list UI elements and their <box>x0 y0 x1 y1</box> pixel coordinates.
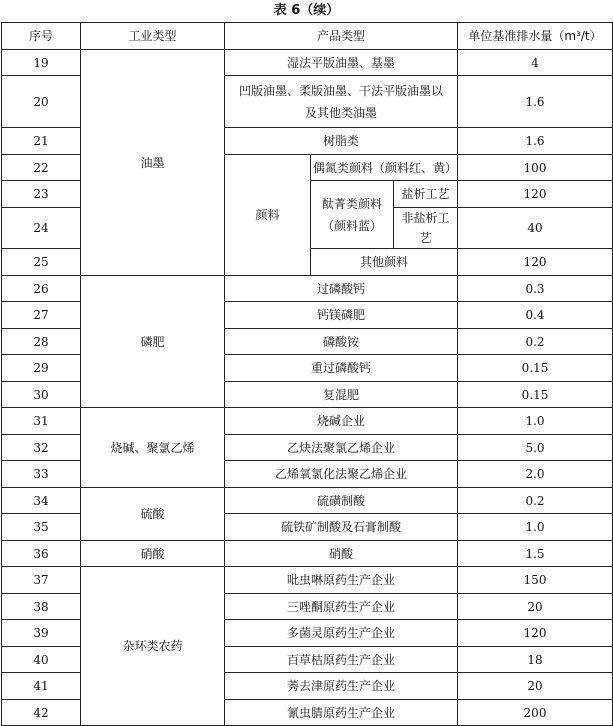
row-no: 22 <box>2 155 81 181</box>
row-no: 33 <box>2 461 81 488</box>
product-cell: 乙烯氧氯化法聚乙烯企业 <box>225 461 458 488</box>
row-no: 31 <box>2 408 81 435</box>
row-no: 20 <box>2 76 81 128</box>
row-no: 32 <box>2 435 81 461</box>
product-cell: 氰虫腈原药生产企业 <box>225 700 458 726</box>
value-cell: 0.2 <box>458 488 613 514</box>
row-no: 28 <box>2 329 81 355</box>
row-no: 21 <box>2 128 81 155</box>
product-cell: 钙镁磷肥 <box>225 302 458 329</box>
value-cell: 120 <box>458 620 613 647</box>
discharge-table <box>1 22 613 726</box>
value-cell: 120 <box>458 181 613 208</box>
value-cell: 20 <box>458 673 613 700</box>
table-row <box>2 541 613 567</box>
product-cell: 过磷酸钙 <box>225 276 458 302</box>
row-no: 24 <box>2 208 81 249</box>
table-row <box>2 488 613 514</box>
row-no: 42 <box>2 700 81 726</box>
industry-cell: 烧碱、聚氯乙烯 <box>81 408 225 488</box>
value-cell: 0.4 <box>458 302 613 329</box>
value-cell: 40 <box>458 208 613 249</box>
value-cell: 1.6 <box>458 76 613 128</box>
product-cell: 三唑酮原药生产企业 <box>225 594 458 620</box>
phthalo-pigment-cell <box>311 181 394 249</box>
row-no: 26 <box>2 276 81 302</box>
value-cell: 5.0 <box>458 435 613 461</box>
value-cell: 20 <box>458 594 613 620</box>
table-row <box>2 50 613 76</box>
header-product: 产品类型 <box>225 23 458 50</box>
row-no: 37 <box>2 567 81 594</box>
product-cell: 乙炔法聚氯乙烯企业 <box>225 435 458 461</box>
product-cell: 磷酸铵 <box>225 329 458 355</box>
row-no: 34 <box>2 488 81 514</box>
product-cell: 树脂类 <box>225 128 458 155</box>
product-cell: 偶氮类颜料（颜料红、黄） <box>311 155 458 181</box>
value-cell: 1.0 <box>458 514 613 541</box>
table-row <box>2 567 613 594</box>
phthalo-line-1: 酞菁类颜料 <box>321 196 382 211</box>
product-cell: 其他颜料 <box>311 249 458 276</box>
value-cell: 1.6 <box>458 128 613 155</box>
value-cell: 0.2 <box>458 329 613 355</box>
value-cell: 1.0 <box>458 408 613 435</box>
header-no: 序号 <box>2 23 81 50</box>
header-row <box>2 23 613 50</box>
row-no: 27 <box>2 302 81 329</box>
row-no: 39 <box>2 620 81 647</box>
value-cell: 100 <box>458 155 613 181</box>
product-cell: 复混肥 <box>225 382 458 408</box>
value-cell: 150 <box>458 567 613 594</box>
industry-cell: 硫酸 <box>81 488 225 541</box>
process-cell: 非盐析工艺 <box>394 208 458 249</box>
table-row <box>2 276 613 302</box>
header-discharge: 单位基准排水量（m³/t） <box>458 23 613 50</box>
product-cell: 烧碱企业 <box>225 408 458 435</box>
row-no: 30 <box>2 382 81 408</box>
industry-cell: 硝酸 <box>81 541 225 567</box>
row-no: 41 <box>2 673 81 700</box>
product-cell: 莠去津原药生产企业 <box>225 673 458 700</box>
product-cell: 硫磺制酸 <box>225 488 458 514</box>
header-industry: 工业类型 <box>81 23 225 50</box>
row-no: 25 <box>2 249 81 276</box>
row-no: 36 <box>2 541 81 567</box>
value-cell: 0.15 <box>458 382 613 408</box>
value-cell: 4 <box>458 50 613 76</box>
row-no: 40 <box>2 647 81 673</box>
process-cell: 盐析工艺 <box>394 181 458 208</box>
product-cell: 吡虫啉原药生产企业 <box>225 567 458 594</box>
phthalo-line-2: （颜料蓝） <box>321 218 382 233</box>
industry-cell: 杂环类农药 <box>81 567 225 726</box>
value-cell: 0.3 <box>458 276 613 302</box>
table-caption: 表 6（续） <box>273 3 340 18</box>
value-cell: 0.15 <box>458 355 613 382</box>
value-cell: 120 <box>458 249 613 276</box>
product-cell: 硫铁矿制酸及石膏制酸 <box>225 514 458 541</box>
value-cell: 2.0 <box>458 461 613 488</box>
row-no: 35 <box>2 514 81 541</box>
row-no: 38 <box>2 594 81 620</box>
industry-cell: 油墨 <box>81 50 225 276</box>
pigment-group-cell: 颜料 <box>225 155 311 276</box>
value-cell: 1.5 <box>458 541 613 567</box>
row-no: 19 <box>2 50 81 76</box>
product-cell: 硝酸 <box>225 541 458 567</box>
table-row <box>2 408 613 435</box>
value-cell: 18 <box>458 647 613 673</box>
value-cell: 200 <box>458 700 613 726</box>
row-no: 29 <box>2 355 81 382</box>
industry-cell: 磷肥 <box>81 276 225 408</box>
product-cell: 重过磷酸钙 <box>225 355 458 382</box>
row-no: 23 <box>2 181 81 208</box>
product-cell: 多菌灵原药生产企业 <box>225 620 458 647</box>
product-cell: 凹版油墨、柔版油墨、干法平版油墨以及其他类油墨 <box>225 76 458 128</box>
product-cell: 百草枯原药生产企业 <box>225 647 458 673</box>
product-cell: 湿法平版油墨、基墨 <box>225 50 458 76</box>
